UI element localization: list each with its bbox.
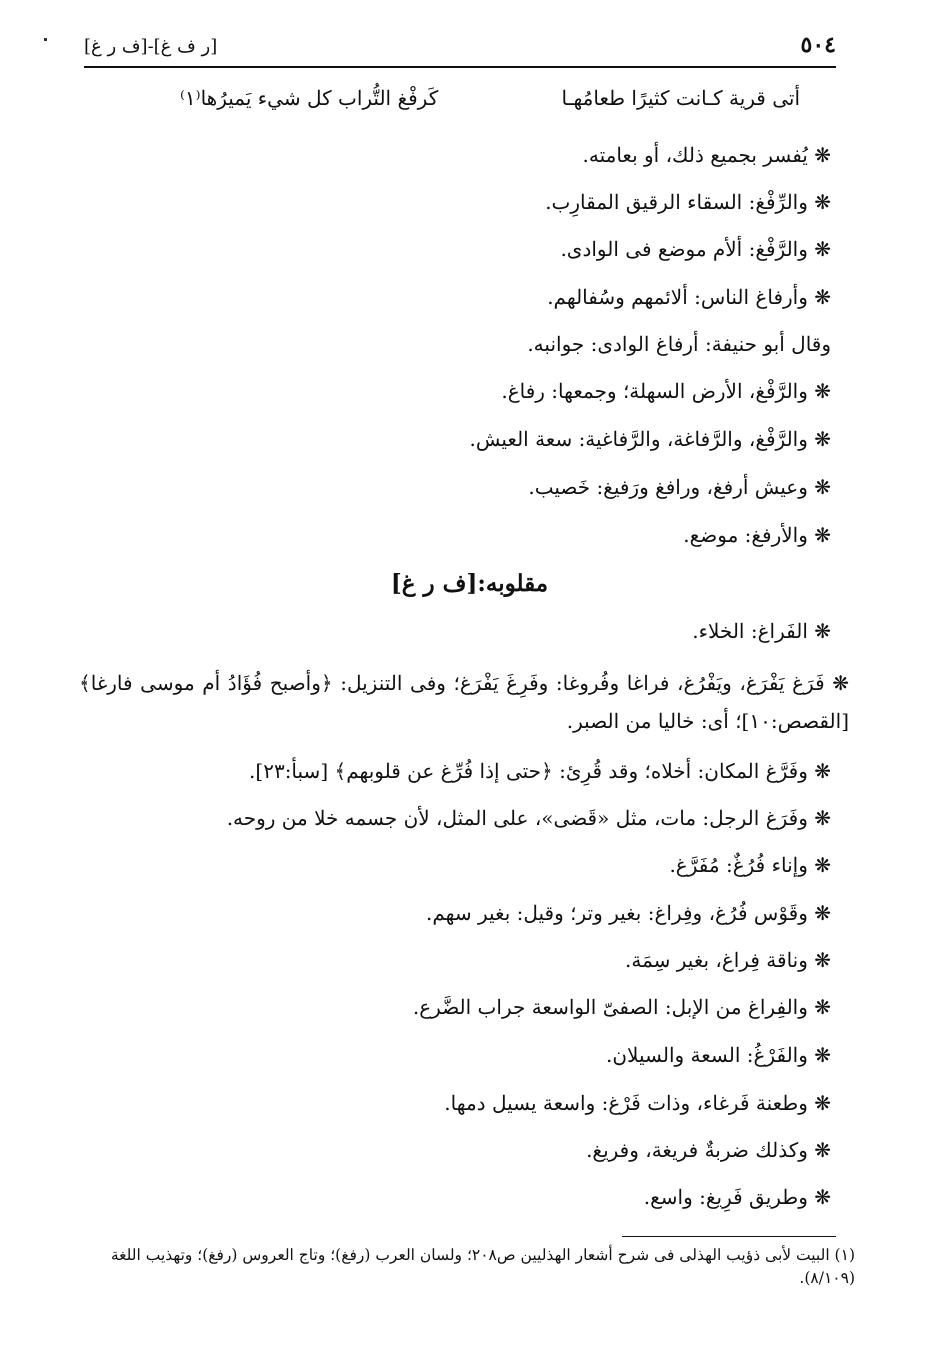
verse-first-hemistich: أتى قرية كـانت كثيرًا طعامُهـا [561,86,800,110]
page-number: ٥٠٤ [800,32,836,58]
entry-line: ❋ وكذلك ضربةٌ فريغة، وفريغ. [586,1138,831,1162]
entry-line: ❋ والرَّفْغ، والرَّفاغة، والرَّفاغية: سعة العيش. [469,427,831,451]
section-heading: مقلوبه:[ف ر غ] [390,570,549,597]
entry-line: وقال أبو حنيفة: أرفاغ الوادى: جوانبه. [527,332,831,356]
entry-line: ❋ وطريق فَرِيغ: واسع. [643,1185,831,1209]
entry-line: ❋ وناقة فِراغ، بغير سِمَة. [624,948,831,972]
verse-second-hemistich: كَرفْغ التُّراب كل شيء يَميرُها⁽١⁾ [180,86,439,110]
footnote-rule [622,1236,836,1237]
poetry-verse [150,86,800,122]
entry-line: ❋ وعيش أرفغ، ورافغ ورَفيغ: خَصيب. [528,475,831,499]
page-header [84,30,836,64]
entry-line: ❋ وطعنة فَرغاء، وذات فَرْغ: واسعة يسيل دمها. [444,1091,831,1115]
entry-line: ❋ الفَراغ: الخلاء. [692,619,831,643]
entry-line: ❋ والفِراغ من الإبل: الصفىّ الواسعة جراب الضَّرع. [412,995,831,1019]
entry-line: ❋ والرَّفْغ، الأرض السهلة؛ وجمعها: رفاغ. [501,379,831,403]
entry-line: ❋ والرِّفْغ: السقاء الرقيق المقارِب. [545,190,831,214]
running-head: [ر ف غ]-[ف ر غ] [84,36,218,57]
entry-line: ❋ وفَرَّغ المكان: أخلاه؛ وقد قُرِئ: ﴿حتى إذا فُرِّغ عن قلوبهم﴾ [سبأ:٢٣]. [249,759,831,783]
stray-ink-mark [44,38,47,41]
header-rule [84,66,836,68]
entry-paragraph: ❋ فَرَغ يَفْرَغ، ويَفْرُغ، فراغا وفُروغا: وفَرِغَ يَفْرَغ؛ وفى التنزيل: ﴿وأصبح فُؤَادُ أم موسى فارغا﴾ [القصص:١٠]؛ أى: خاليا من الصبر. [79,671,849,733]
entry-line: ❋ يُفسر بجميع ذلك، أو بعامته. [582,143,831,167]
entry-line: ❋ والفَرْغُ: السعة والسيلان. [606,1043,831,1067]
footnote: (١) البيت لأبى ذؤيب الهذلى فى شرح أشعار الهذليين ص٢٠٨؛ ولسان العرب (رفغ)؛ وتاج العروس (رفغ)؛ وتهذيب اللغة (٨/١٠٩). [110,1246,855,1287]
entry-line: ❋ وإناء فُرُغٌ: مُفَرَّغ. [669,853,831,877]
entry-line: ❋ وأرفاغ الناس: ألائمهم وسُفالهم. [547,285,831,309]
entry-line: ❋ والأرفغ: موضع. [683,523,831,547]
entry-line: ❋ وفَرَغ الرجل: مات، مثل «قَضى»، على المثل، لأن جسمه خلا من روحه. [226,806,831,830]
entry-line: ❋ وقَوْس فُرُغ، وفِراغ: بغير وتر؛ وقيل: بغير سهم. [425,901,831,925]
entry-line: ❋ والرَّفْغ: ألأم موضع فى الوادى. [560,237,831,261]
